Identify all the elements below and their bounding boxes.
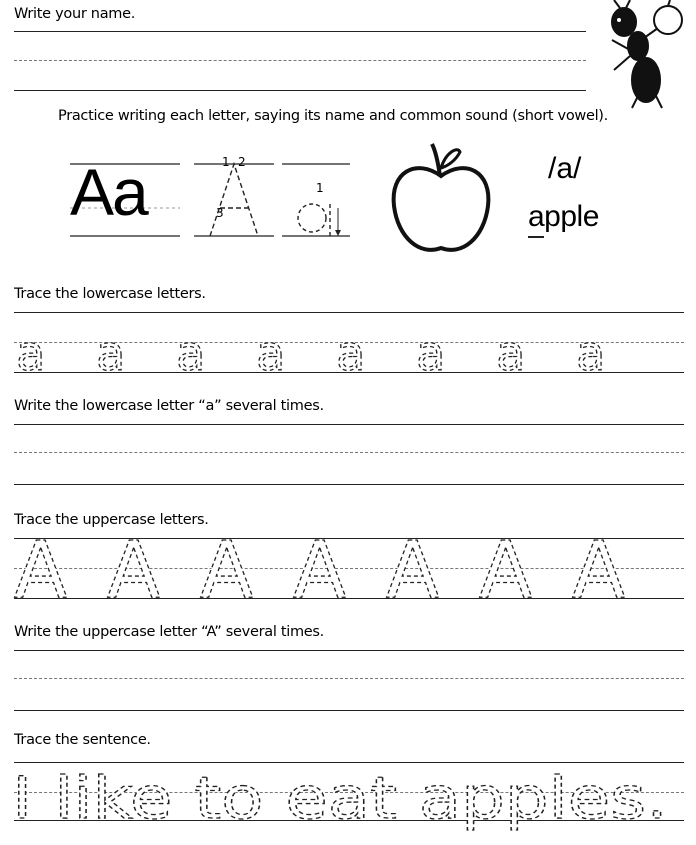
stroke-number-3: 3 — [216, 206, 224, 220]
trace-uppercase-letter: A — [572, 526, 626, 616]
trace-uppercase-letter: A — [386, 526, 440, 616]
trace-lowercase-letter: a — [96, 326, 126, 382]
key-word-text: apple — [528, 200, 599, 233]
model-letters: Aa — [70, 155, 147, 229]
trace-lowercase-letter: a — [496, 326, 526, 382]
trace-lowercase-letter: a — [416, 326, 446, 382]
trace-uppercase-letter: A — [479, 526, 533, 616]
write-lowercase-label: Write the lowercase letter “a” several times. — [14, 398, 324, 414]
trace-lowercase-label: Trace the lowercase letters. — [14, 286, 206, 302]
stroke-number-2: 2 — [238, 155, 246, 169]
trace-uppercase-letter: A — [107, 526, 161, 616]
trace-lowercase-letter: a — [176, 326, 206, 382]
name-label: Write your name. — [14, 6, 136, 22]
trace-uppercase-letter: A — [293, 526, 347, 616]
stroke-number-4: 1 — [316, 181, 324, 195]
trace-lowercase-letter: a — [336, 326, 366, 382]
trace-lowercase-letter: a — [576, 326, 606, 382]
practice-instruction: Practice writing each letter, saying its name and common sound (short vowel). — [58, 108, 608, 124]
stroke-number-1: 1 — [222, 155, 230, 169]
trace-uppercase-letter: A — [200, 526, 254, 616]
trace-uppercase-letter: A — [14, 526, 68, 616]
trace-sentence-text: I like to eat apples. — [12, 764, 668, 832]
letter-sound: /a/ — [548, 152, 582, 185]
trace-uppercase-label: Trace the uppercase letters. — [14, 512, 209, 528]
trace-lowercase-letter: a — [256, 326, 286, 382]
trace-lowercase-letter: a — [16, 326, 46, 382]
trace-sentence-label: Trace the sentence. — [14, 732, 151, 748]
write-uppercase-label: Write the uppercase letter “A” several times. — [14, 624, 324, 640]
